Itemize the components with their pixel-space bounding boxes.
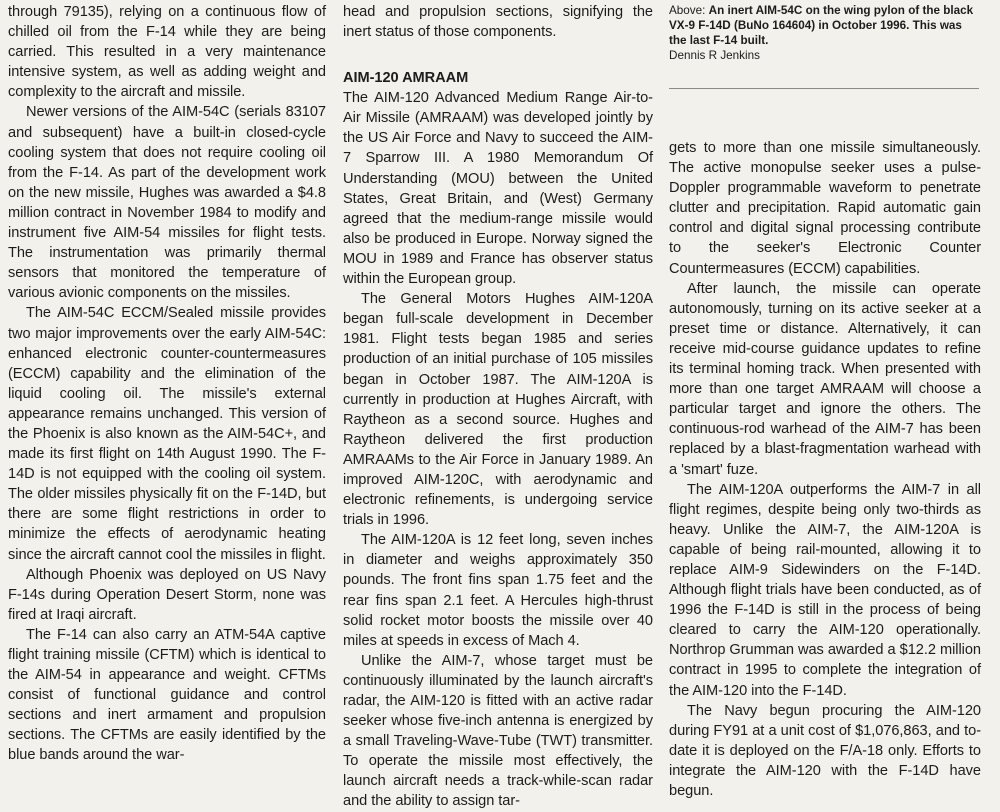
section-heading: AIM-120 AMRAAM <box>343 70 469 87</box>
text-column-1 <box>8 2 326 766</box>
caption-divider <box>669 88 979 89</box>
paragraph: The AIM-54C ECCM/Sealed missile provides two major improvements over the early AIM-54C: enhanced electronic counter-countermeasures (ECCM) capability and the elimination of the liquid cooling oil. The missile's external appearance remains unchanged. This version of the Phoenix is also known as the AIM-54C+, and made its first flight on 14th August 1990. The F-14D is not equipped with the cooling oil system. The older missiles physically fit on the F-14D, but there are some flight restrictions in order to minimize the effects of aerodynamic heating since the aircraft cannot cool the missiles in flight. <box>8 305 326 563</box>
caption-lead: Above: <box>669 4 709 17</box>
paragraph: head and propulsion sections, signifying the inert status of those components. <box>343 4 653 41</box>
paragraph: through 79135), relying on a continuous flow of chilled oil from the F-14 while they are being carried. This resulted in a very maintenance intensive system, as well as adding weight and complexity to the aircraft and missile. <box>8 4 326 101</box>
paragraph: The F-14 can also carry an ATM-54A captive flight training missile (CFTM) which is identical to the AIM-54 in appearance and weight. CFTMs consist of functional guidance and control sections and inert armament and propulsion sections. The CFTMs are easily identified by the blue bands around the war- <box>8 626 326 764</box>
paragraph: The Navy begun procuring the AIM-120 during FY91 at a unit cost of $1,076,863, and to-date it is deployed on the F/A-18 only. Efforts to integrate the AIM-120 with the F-14D have begun. <box>669 702 981 799</box>
paragraph: The AIM-120A is 12 feet long, seven inches in diameter and weighs approximately 350 pounds. The front fins span 1.75 feet and the rear fins span 2.1 feet. A Hercules high-thrust solid rocket motor boosts the missile over 40 miles at speeds in excess of Mach 4. <box>343 532 653 649</box>
paragraph: Unlike the AIM-7, whose target must be continuously illuminated by the launch aircraft's radar, the AIM-120 is fitted with an active radar seeker whose five-inch antenna is energized by a small Traveling-Wave-Tube (TWT) transmitter. To operate the missile most effectively, the launch aircraft needs a track-while-scan radar and the ability to assign tar- <box>343 652 653 810</box>
caption-text: An inert AIM-54C on the wing pylon of the black VX-9 F-14D (BuNo 164604) in October 1996. This was the last F-14 built. <box>669 4 974 47</box>
text-column-3 <box>669 138 981 801</box>
paragraph: The AIM-120A outperforms the AIM-7 in all flight regimes, despite being only two-thirds as heavy. Unlike the AIM-7, the AIM-120A is capable of being rail-mounted, allowing it to replace AIM-9 Sidewinders on the F-14D. Although flight trials have been conducted, as of 1996 the F-14D is still in the process of being cleared to carry the AIM-120 operationally. Northrop Grumman was awarded a $12.2 million contract in 1995 to complete the integration of the AIM-120 into the F-14D. <box>669 481 981 699</box>
text-column-2 <box>343 2 653 812</box>
paragraph: The AIM-120 Advanced Medium Range Air-to-Air Missile (AMRAAM) was developed jointly by the US Air Force and Navy to succeed the AIM-7 Sparrow III. A 1980 Memorandum Of Understanding (MOU) between the United States, Great Britain, and (West) Germany agreed that the medium-range missile would also be produced in Europe. Norway signed the MOU in 1989 and France has observer status within the European group. <box>343 90 653 288</box>
paragraph: Newer versions of the AIM-54C (serials 83107 and subsequent) have a built-in closed-cycle cooling system that does not require cooling oil from the F-14. As part of the development work on the new missile, Hughes was awarded a $4.8 million contract in November 1984 to modify and instrument five AIM-54 missiles for flight tests. The instrumentation was primarily thermal sensors that monitored the temperature of various avionic components on the missiles. <box>8 104 326 302</box>
photo-credit: Dennis R Jenkins <box>669 49 760 62</box>
paragraph: Although Phoenix was deployed on US Navy F-14s during Operation Desert Storm, none was fired at Iraqi aircraft. <box>8 566 326 623</box>
paragraph: After launch, the missile can operate autonomously, turning on its active seeker at a preset time or distance. Alternatively, it can receive mid-course guidance updates to refine its terminal homing track. When presented with more than one target AMRAAM will choose a particular target and ignore the others. The continuous-rod warhead of the AIM-7 has been replaced by a blast-fragmentation warhead with a 'smart' fuze. <box>669 280 981 478</box>
paragraph: gets to more than one missile simultaneously. The active monopulse seeker uses a pulse-Doppler programmable waveform to penetrate clutter and precipitation. Rapid automatic gain control and digital signal processing contribute to the seeker's Electronic Counter Countermeasures (ECCM) capabilities. <box>669 140 981 277</box>
photo-caption <box>669 3 981 63</box>
paragraph: The General Motors Hughes AIM-120A began full-scale development in December 1981. Flight tests began 1985 and series production of an initial purchase of 105 missiles began in October 1987. The AIM-120A is currently in production at Hughes Aircraft, with Raytheon as a second source. Hughes and Raytheon delivered the first production AMRAAMs to the Air Force in January 1989. An improved AIM-120C, with aerodynamic and electronic refinements, is undergoing service trials in 1996. <box>343 291 653 529</box>
